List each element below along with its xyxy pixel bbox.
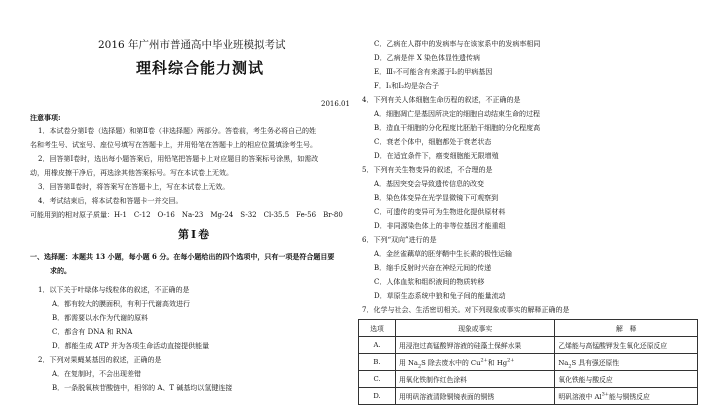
atomic-masses: 可能用到的相对原子质量：H-1 C-12 O-16 Na-23 Mg-24 S-32 Cl-35.5 Fe-56 Br-80: [30, 211, 343, 219]
option-2a: A．在复制时，不会出现差错: [52, 370, 142, 378]
header-explanation: 解 释: [555, 320, 698, 337]
option-e: E．Ⅲ₇不可能含有来源于Ⅰ₂的甲病基因: [374, 68, 493, 76]
row-explanation: 氧化铁能与酸反应: [555, 371, 698, 388]
section-instruction: 一、选择题：本题共 13 小题，每小题 6 分。在每小题给出的四个选项中，只有一项是符合题目要: [30, 252, 335, 261]
question-6: 6．下列“双向”进行的是: [362, 236, 437, 244]
exam-subtitle: 理科综合能力测试: [136, 59, 265, 77]
option-4d: D．在适宜条件下，癌变细胞能无限增殖: [374, 152, 499, 160]
table-row: [359, 354, 698, 371]
question-2: 2．下列对果蝇某基因的叙述，正确的是: [38, 356, 162, 364]
explanation-table: [358, 319, 698, 405]
row-fact: 用浸泡过高锰酸钾溶液的硅藻土保鲜水果: [396, 337, 555, 354]
note-line: 1．本试卷分第Ⅰ卷（选择题）和第Ⅱ卷（非选择题）两部分。答卷前，考生务必将自己的姓: [38, 127, 316, 135]
option-6a: A．金丝雀藕草的胚芽鞘中生长素的极性运输: [374, 250, 513, 258]
table-row: [359, 371, 698, 388]
option-6b: B．缩手反射时兴奋在神经元间的传递: [374, 264, 492, 272]
note-line: 3．回答第Ⅱ卷时，将答案写在答题卡上，写在本试卷上无效。: [38, 183, 230, 191]
option-6d: D．草原生态系统中狼和兔子间的能量流动: [374, 292, 506, 300]
row-option: D.: [359, 388, 396, 405]
option-d: D．乙病是伴 X 染色体显性遗传病: [374, 54, 481, 62]
option-c: C．乙病在人群中的发病率与在该家系中的发病率相同: [374, 40, 541, 48]
exam-date: 2016.01: [321, 100, 350, 108]
note-line: 动，用橡皮擦干净后，再选涂其他答案标号。写在本试卷上无效。: [30, 169, 233, 177]
option-2b: B．一条脱氧核苷酸链中，相邻的 A、T 碱基均以氢键连接: [52, 384, 233, 392]
option-5c: C．可遗传的变异可为生物进化提供原材料: [374, 208, 506, 216]
question-7: 7．化学与社会、生活密切相关。对下列现象或事实的解释正确的是: [362, 306, 570, 314]
row-explanation: 乙烯能与高锰酸钾发生氧化还原反应: [555, 337, 698, 354]
notes-heading: 注意事项:: [30, 113, 61, 122]
option-4b: B．造血干细胞的分化程度比胚胎干细胞的分化程度高: [374, 124, 541, 132]
section-heading: 第Ⅰ卷: [178, 228, 212, 241]
option-4a: A．细胞凋亡是基因所决定的细胞自动结束生命的过程: [374, 110, 541, 118]
row-fact: 用氧化铁制作红色涂料: [396, 371, 555, 388]
table-row: [359, 337, 698, 354]
row-option: C.: [359, 371, 396, 388]
option-1a: A．都有较大的膜面积，有利于代谢高效进行: [52, 300, 191, 308]
header-fact: 现象或事实: [396, 320, 555, 337]
section-instruction: 求的。: [50, 266, 71, 275]
row-fact: 用 $Na_2S$ 除去废水中的 $Cu^{2+}$和 $Hg^{2+}$: [396, 354, 555, 371]
option-4c: C．衰老个体中，细胞都处于衰老状态: [374, 138, 492, 146]
option-1b: B．都需要以水作为代谢的原料: [52, 314, 149, 322]
option-5a: A．基因突变会导致遗传信息的改变: [374, 180, 485, 188]
note-line: 2．回答第Ⅰ卷时，选出每小题答案后，用铅笔把答题卡上对应题目的答案标号涂黑，如需改: [38, 155, 319, 163]
exam-title: 2016 年广州市普通高中毕业班模拟考试: [98, 39, 286, 51]
row-option: B.: [359, 354, 396, 371]
header-option: 选项: [359, 320, 396, 337]
row-fact: 用明矾溶液清除铜镜表面的铜锈: [396, 388, 555, 405]
table-header-row: [359, 320, 698, 337]
row-option: A.: [359, 337, 396, 354]
option-1c: C．都含有 DNA 和 RNA: [52, 328, 133, 336]
question-4: 4．下列有关人体细胞生命历程的叙述，不正确的是: [362, 96, 521, 104]
note-line: 名和考生号、试室号、座位号填写在答题卡上，并用铅笔在答题卡上的相应位置填涂考生号。: [30, 141, 317, 149]
option-5d: D．非同源染色体上的非等位基因才能重组: [374, 222, 506, 230]
note-line: 4．考试结束后，将本试卷和答题卡一并交回。: [38, 197, 183, 205]
option-1d: D．都能生成 ATP 并为各项生命活动直接提供能量: [52, 342, 210, 350]
option-f: F．Ⅰ₁和Ⅰ₂均是杂合子: [374, 82, 439, 90]
row-explanation: 明矾溶液中 $Al^{3+}$能与铜锈反应: [555, 388, 698, 405]
row-explanation: $Na_2S$ 具有强还原性: [555, 354, 698, 371]
option-5b: B．染色体变异在光学显微镜下可观察到: [374, 194, 499, 202]
question-1: 1．以下关于叶绿体与线粒体的叙述，不正确的是: [38, 286, 190, 294]
question-5: 5．下列有关生物变异的叙述，不合理的是: [362, 166, 493, 174]
table-row: [359, 388, 698, 405]
option-6c: C．人体血浆和组织液间的物质转移: [374, 278, 485, 286]
